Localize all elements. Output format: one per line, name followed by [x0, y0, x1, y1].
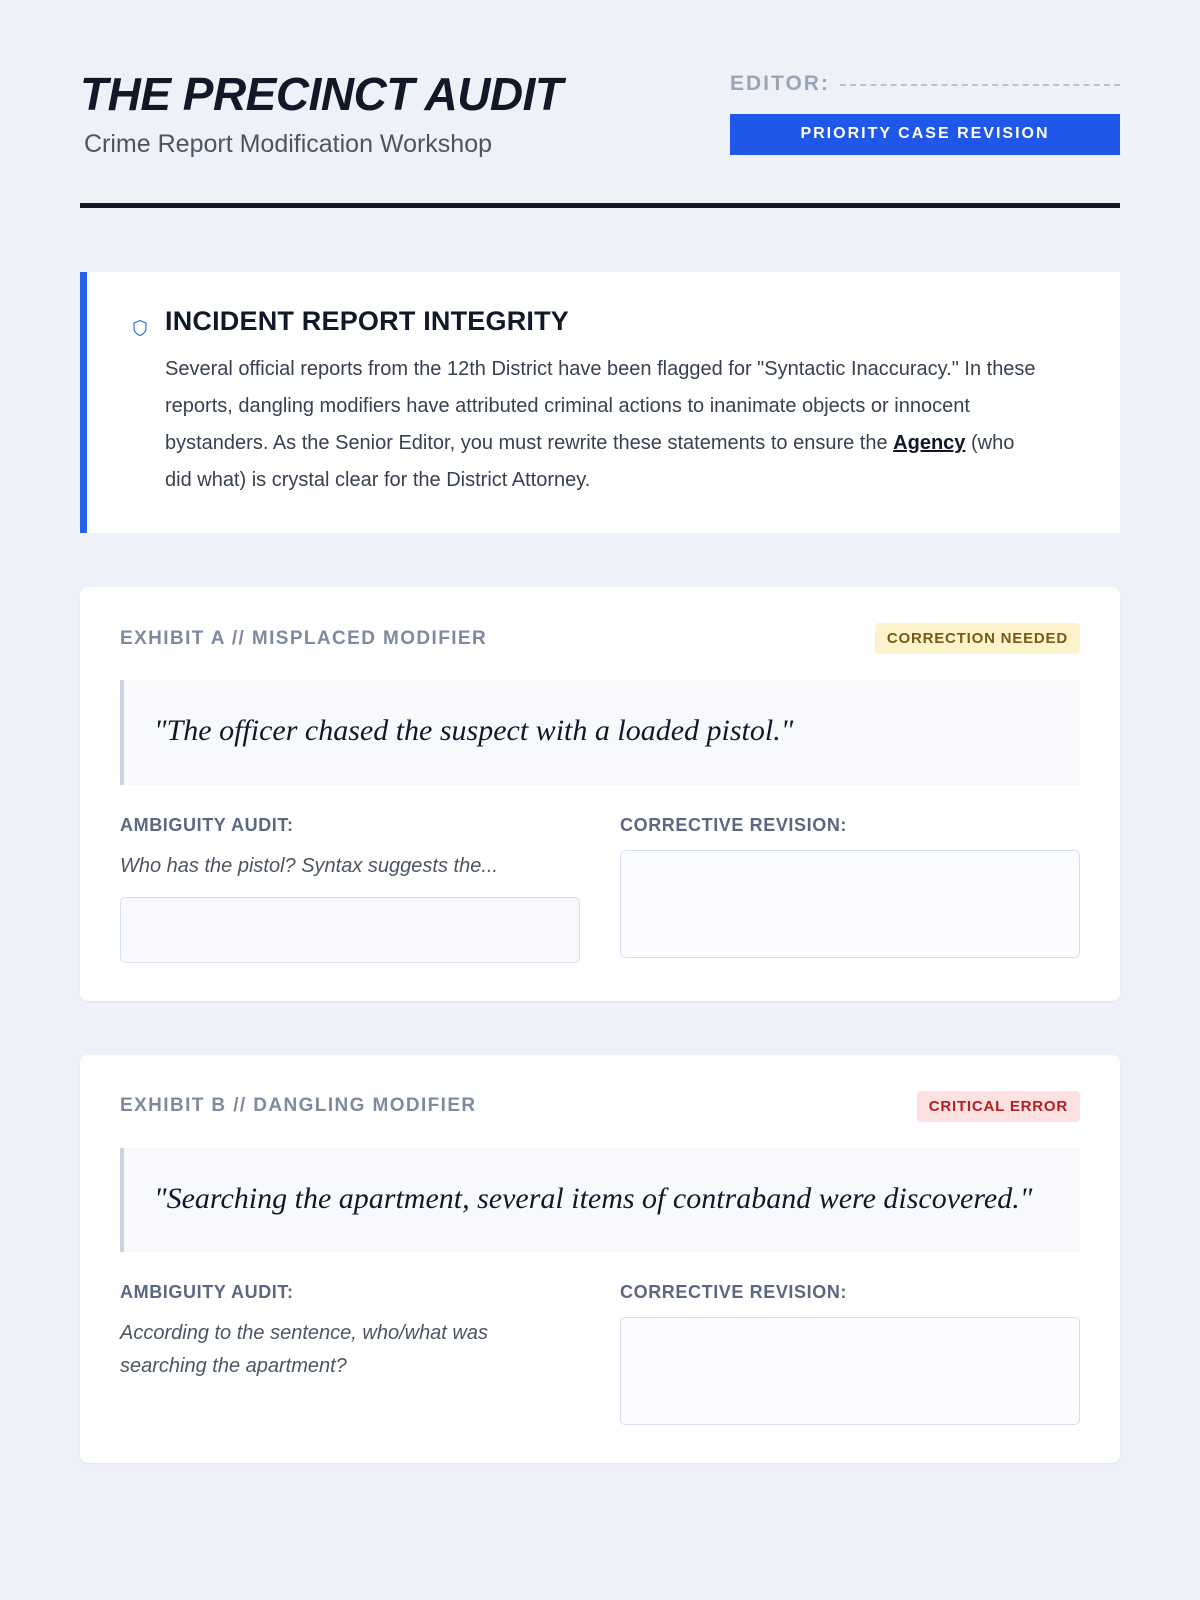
exhibit-a-audit-hint: Who has the pistol? Syntax suggests the...	[120, 854, 498, 877]
brief-title: INCIDENT REPORT INTEGRITY	[165, 306, 570, 337]
editor-name-input[interactable]	[840, 84, 1120, 86]
title-block	[80, 60, 563, 159]
exhibit-b-quote-text: "Searching the apartment, several items of contraband were discovered."	[154, 1181, 1033, 1215]
exhibit-a-revision-col	[620, 815, 1080, 963]
page-header	[80, 60, 1120, 159]
exhibit-b-audit-col	[120, 1282, 580, 1425]
priority-badge: PRIORITY CASE REVISION	[730, 114, 1120, 155]
page-subtitle: Crime Report Modification Workshop	[84, 130, 493, 159]
exhibit-b-audit-label: AMBIGUITY AUDIT:	[120, 1282, 294, 1303]
editor-field-row	[730, 72, 1120, 96]
exhibit-a-fields	[120, 815, 1080, 963]
editor-label: EDITOR:	[730, 72, 830, 95]
exhibit-b-header	[120, 1091, 1080, 1122]
exhibit-a-audit-col	[120, 815, 580, 963]
brief-body	[165, 306, 1045, 499]
exhibit-a-header	[120, 623, 1080, 654]
exhibit-a-audit-label: AMBIGUITY AUDIT:	[120, 814, 294, 835]
exhibit-a-audit-input[interactable]	[120, 897, 580, 963]
brief-text-part2: (who did what) is crystal clear for the District Attorney.	[165, 432, 1015, 492]
brief-text	[165, 351, 1045, 499]
exhibit-a-quote-text: "The officer chased the suspect with a loaded pistol."	[154, 714, 794, 748]
page-title: THE PRECINCT AUDIT	[80, 68, 563, 120]
editor-block	[730, 60, 1120, 155]
exhibit-a-quote	[120, 680, 1080, 785]
exhibit-card-b	[80, 1055, 1120, 1464]
brief-highlight: Agency	[893, 432, 966, 455]
exhibit-a-revision-input[interactable]	[620, 850, 1080, 958]
exhibit-b-audit-hint: According to the sentence, who/what was searching the apartment?	[120, 1322, 488, 1378]
brief-panel	[80, 272, 1120, 533]
exhibit-b-quote	[120, 1148, 1080, 1253]
shield-icon	[133, 306, 147, 499]
exhibit-a-revision-label: CORRECTIVE REVISION:	[620, 814, 848, 835]
exhibit-b-fields	[120, 1282, 1080, 1425]
header-divider	[80, 203, 1120, 208]
exhibit-a-status-badge: CORRECTION NEEDED	[875, 623, 1080, 654]
exhibit-card-a	[80, 587, 1120, 1001]
exhibit-b-status-badge: CRITICAL ERROR	[917, 1091, 1080, 1122]
exhibit-a-label: EXHIBIT A // MISPLACED MODIFIER	[120, 627, 488, 649]
brief-text-part1: Several official reports from the 12th District have been flagged for "Syntactic Inaccuracy." In these reports, dangling modifiers have attributed criminal actions to inanimate objects or innocent bystanders. As the Senior Editor, you must rewrite these statements to ensure the	[165, 358, 1036, 455]
exhibit-b-revision-col	[620, 1282, 1080, 1425]
exhibit-b-label: EXHIBIT B // DANGLING MODIFIER	[120, 1095, 477, 1117]
exhibit-b-revision-label: CORRECTIVE REVISION:	[620, 1282, 848, 1303]
exhibit-b-revision-input[interactable]	[620, 1317, 1080, 1425]
